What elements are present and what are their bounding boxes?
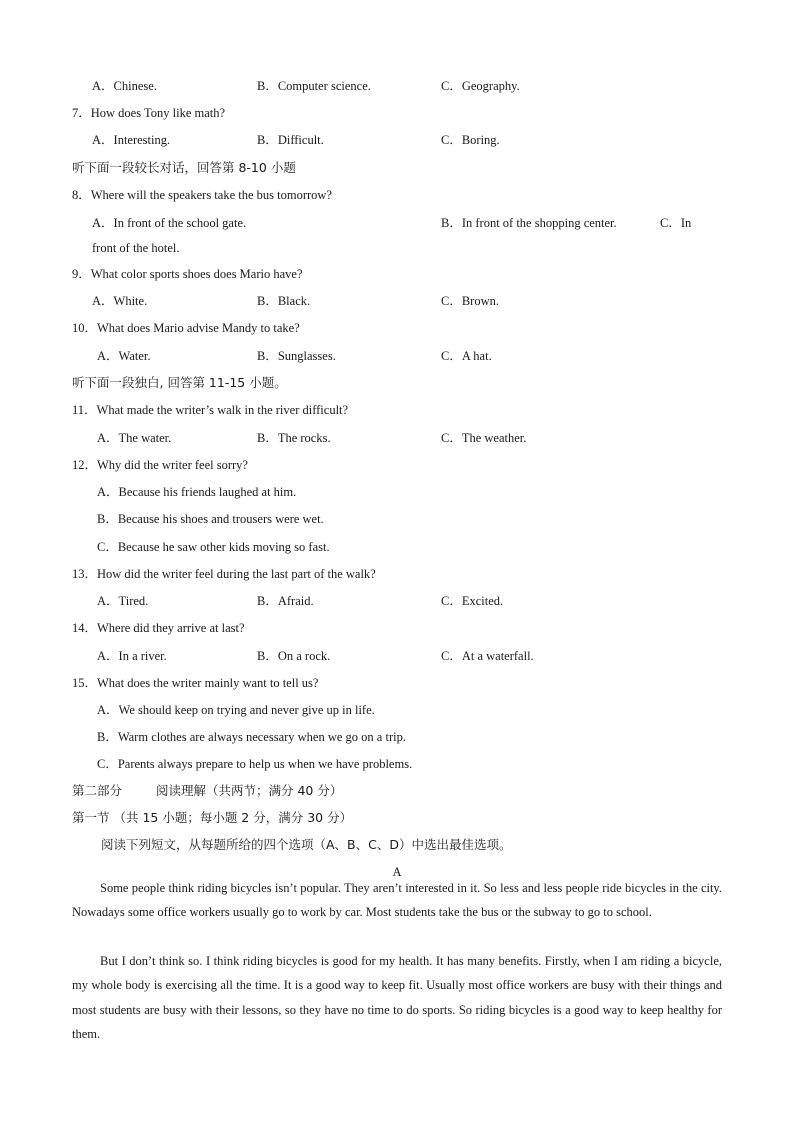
q14-option-a: A．In a river. [97,649,167,663]
q7-option-b: B．Difficult. [257,133,324,147]
q6-option-c: C．Geography. [441,79,520,93]
q8-option-a: A．In front of the school gate. [92,216,247,230]
q6-option-a: A．Chinese. [92,79,157,93]
part2-label: 第二部分 [72,783,123,798]
q13-option-a: A．Tired. [97,594,149,608]
part2-title: 阅读理解（共两节；满分 40 分） [156,783,343,798]
section1-heading: 第一节 （共 15 小题；每小题 2 分，满分 30 分） [72,810,353,825]
q8-option-b: B．In front of the shopping center. [441,216,617,230]
q12-option-c: C．Because he saw other kids moving so fast. [97,540,330,554]
q7-option-c: C．Boring. [441,133,500,147]
q10-option-a: A．Water. [97,349,151,363]
q7-question: 7．How does Tony like math? [72,106,226,120]
passage-title: A [392,865,402,879]
q14-option-c: C．At a waterfall. [441,649,534,663]
q10-question: 10．What does Mario advise Mandy to take? [72,321,300,335]
q14-question: 14．Where did they arrive at last? [72,621,245,635]
section-8-10-heading: 听下面一段较长对话，回答第 8-10 小题 [72,160,296,175]
q10-option-b: B．Sunglasses. [257,349,336,363]
q12-option-b: B．Because his shoes and trousers were wet. [97,512,324,526]
q8-question: 8．Where will the speakers take the bus tomorrow? [72,188,332,202]
q12-question: 12．Why did the writer feel sorry? [72,458,248,472]
q8-option-c-continuation: front of the hotel. [92,241,180,255]
q9-option-a: A．White. [92,294,148,308]
q11-option-a: A．The water. [97,431,172,445]
q6-option-b: B．Computer science. [257,79,371,93]
q15-option-c: C．Parents always prepare to help us when we have problems. [97,757,413,771]
q15-option-a: A．We should keep on trying and never give up in life. [97,703,375,717]
q11-option-b: B．The rocks. [257,431,331,445]
reading-instruction: 阅读下列短文，从每题所给的四个选项（A、B、C、D）中选出最佳选项。 [101,837,512,852]
q15-option-b: B．Warm clothes are always necessary when we go on a trip. [97,730,406,744]
section-11-15-heading: 听下面一段独白, 回答第 11-15 小题。 [72,375,287,390]
q11-option-c: C．The weather. [441,431,527,445]
q13-question: 13．How did the writer feel during the last part of the walk? [72,567,376,581]
q13-option-b: B．Afraid. [257,594,314,608]
q7-option-a: A．Interesting. [92,133,171,147]
q9-option-b: B．Black. [257,294,311,308]
q10-option-c: C．A hat. [441,349,492,363]
passage-paragraph-1: Some people think riding bicycles isn’t popular. They aren’t interested in it. So less and less people ride bicycles in the city. Nowadays some office workers usually go to work by car. Most students take the bus or the subway to go to school. [72,881,722,920]
q8-option-c: C．In [660,216,692,230]
passage-paragraph-2: But I don’t think so. I think riding bicycles is good for my health. It has many benefits. Firstly, when I am riding a bicycle, my whole body is exercising all the time. It is a good way to keep fit. Usually most office workers are busy with their things and most students are busy with their lessons, so they have no time to do sports. So riding bicycles is a good way to keep healthy for them. [72,954,722,1041]
q14-option-b: B．On a rock. [257,649,331,663]
q15-question: 15．What does the writer mainly want to tell us? [72,676,319,690]
q13-option-c: C．Excited. [441,594,504,608]
q12-option-a: A．Because his friends laughed at him. [97,485,297,499]
q11-question: 11．What made the writer’s walk in the river difficult? [72,403,349,417]
q9-question: 9．What color sports shoes does Mario have? [72,267,303,281]
q9-option-c: C．Brown. [441,294,499,308]
